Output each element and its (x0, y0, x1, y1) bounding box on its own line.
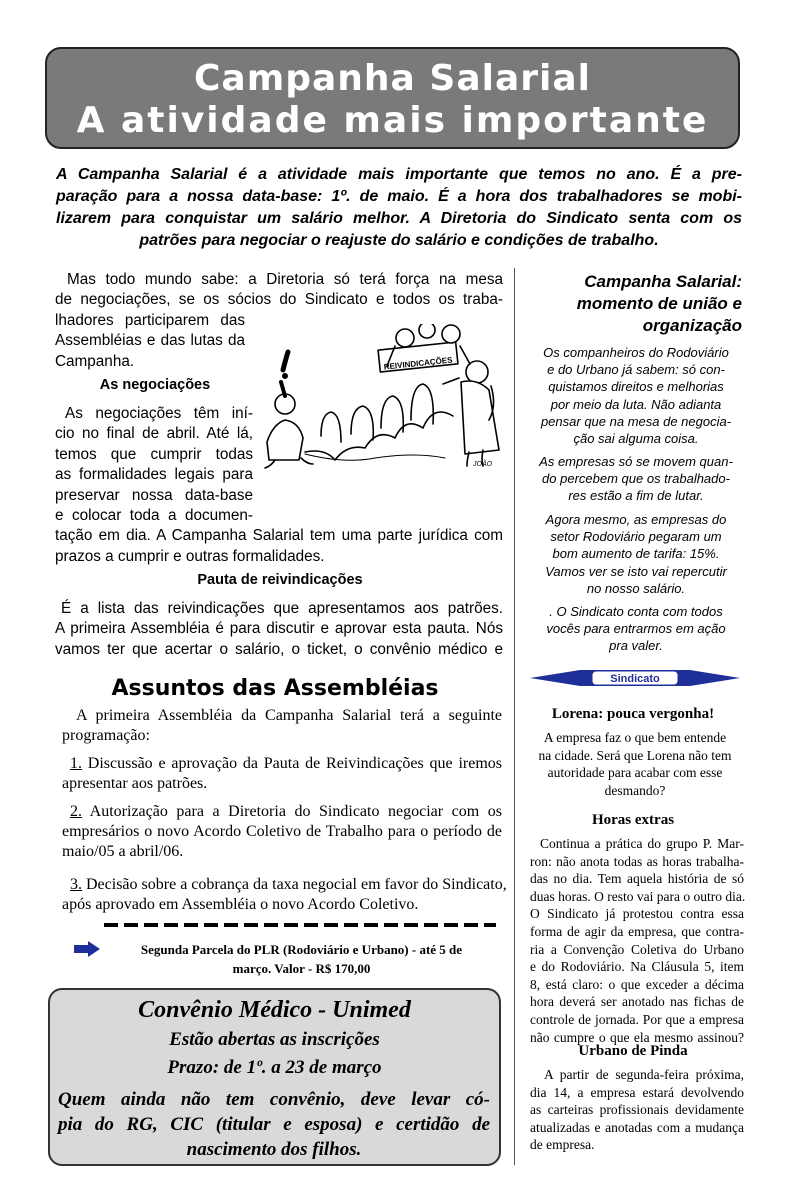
assuntos-title: Assuntos das Assembléias (111, 676, 439, 701)
assuntos-item-3 (62, 875, 507, 915)
intro-line: patrões para negociar o reajuste do salário e condições de trabalho. (139, 232, 659, 249)
text-line: bom aumento de tarifa: 15%. (552, 546, 720, 562)
text-line: ria a Convenção Coletiva do Urbano (530, 941, 744, 957)
text-line: O Sindicato já protestou contra essa (530, 906, 744, 922)
text-line: hora deverá ser anotado nas fichas de (530, 994, 744, 1010)
column-divider (514, 268, 515, 1165)
text-line: pensar que na mesa de negocia- (540, 413, 732, 429)
cartoon-signature: JOÃO (473, 461, 493, 468)
heading-negociacoes: As negociações (99, 377, 211, 393)
text-line: vamos ter que acertar o salário, o ticket, o convênio médico e (55, 640, 503, 658)
convenio-instructions (58, 1087, 490, 1162)
arrow-right-icon (74, 941, 100, 957)
convenio-title: Convênio Médico - Unimed (138, 997, 411, 1023)
item-number: 1. (70, 755, 82, 772)
text-line: de empresa. (530, 1137, 595, 1153)
text-line: quistamos direitos e melhorias (548, 379, 724, 395)
text-line: as formalidades legais para (55, 466, 253, 484)
convenio-line: Estão abertas as inscrições (169, 1029, 380, 1050)
text-line: na cidade. Será que Lorena não tem (538, 747, 732, 763)
dashed-divider (104, 921, 496, 929)
left-paragraph-3 (55, 599, 503, 660)
text-line: Decisão sobre a cobrança da taxa negocial em favor do Sindicato, (82, 876, 507, 893)
text-line: atualizadas e anotadas com a mudança (530, 1119, 744, 1135)
text-line: temos que cumprir todas (55, 445, 253, 463)
text-line: desmando? (604, 782, 666, 798)
right-paragraph-1 (526, 344, 746, 447)
right-heading-line: momento de união e (576, 294, 742, 313)
text-line: lhadores participarem das (55, 311, 245, 329)
text-line: dia 14, a empresa estará devolvendo (530, 1084, 744, 1100)
text-line: tação em dia. A Campanha Salarial tem uma parte jurídica com (55, 527, 503, 545)
text-line: das no dia. Tem aquela história de só (530, 871, 744, 887)
intro-line: A Campanha Salarial é a atividade mais importante que temos no ano. É a pre- (56, 166, 742, 183)
text-line: Discussão e aprovação da Pauta de Reivindicações que iremos (82, 755, 502, 772)
item-number: 3. (70, 876, 82, 893)
text-line: após aprovado em Assembléia o novo Acordo Coletivo. (62, 896, 419, 913)
text-line: A primeira Assembléia é para discutir e aprovar esta pauta. Nós (55, 620, 503, 638)
cartoon-illustration (255, 324, 505, 472)
text-line: Segunda Parcela do PLR (Rodoviário e Urbano) - até 5 de (140, 942, 463, 957)
text-line: do percebem que os trabalhado- (542, 471, 730, 487)
intro-line: paração para a nossa data-base: 1º. de maio. É a hora dos trabalhadores se mobi- (56, 188, 742, 205)
title-line-1: Campanha Salarial (194, 58, 591, 99)
heading-pauta: Pauta de reivindicações (197, 572, 363, 588)
right-heading-line: Campanha Salarial: (584, 272, 742, 291)
text-line: no nosso salário. (586, 580, 686, 596)
right-paragraph-3 (526, 511, 746, 597)
text-line: É a lista das reivindicações que apresentamos aos patrões. (61, 600, 503, 617)
sindicato-logo (530, 664, 740, 692)
text-line: não cumpre o que ela mesmo assinou? (530, 1029, 744, 1045)
text-line: Assembléias e das lutas da (55, 332, 245, 350)
text-line: ron: não anota todas as horas trabalha- (530, 853, 744, 869)
intro-line: lizarem para conquistar um salário melhor. A Diretoria do Sindicato senta com os (56, 210, 742, 227)
text-line: programação: (62, 727, 150, 744)
text-line: Continua a prática do grupo P. Mar- (540, 836, 744, 851)
text-line: forma de agir da empresa, que contra- (530, 923, 744, 939)
text-line: Vamos ver se isto vai repercutir (545, 563, 727, 579)
heading-urbano-pinda: Urbano de Pinda (578, 1043, 688, 1059)
text-line: res estão a fim de lutar. (568, 488, 704, 504)
text-line: As negociações têm iní- (65, 405, 253, 422)
text-line: vocês para entrarmos em ação (546, 621, 726, 637)
text-line: autoridade para acabar com esse (547, 765, 723, 781)
text-line: . O Sindicato conta com todos (549, 604, 723, 619)
text-line: A primeira Assembléia da Campanha Salarial terá a seguinte (76, 707, 502, 724)
text-line: preservar nossa data-base (55, 486, 253, 504)
right-heading-line: organização (642, 316, 742, 335)
convenio-line: Prazo: de 1º. a 23 de março (167, 1057, 382, 1078)
sindicato-logo-text: Sindicato (610, 673, 660, 685)
text-line: apresentar aos patrões. (62, 775, 208, 792)
text-line: e do Urbano já sabem: só con- (547, 362, 725, 378)
assuntos-intro (62, 706, 502, 746)
text-line: de negociações, se os sócios do Sindicato e todos os traba- (55, 291, 503, 309)
text-line: nascimento dos filhos. (186, 1139, 362, 1160)
text-line: março. Valor - R$ 170,00 (232, 961, 371, 976)
horas-paragraph (530, 835, 744, 1046)
text-line: controle de jornada. Por que a empresa (530, 1011, 744, 1027)
text-line: Autorização para a Diretoria do Sindicato negociar com os (82, 803, 502, 820)
text-line: pra valer. (609, 638, 663, 654)
text-line: as carteiras profissionais devidamente (530, 1102, 744, 1118)
assuntos-item-1 (62, 754, 502, 794)
text-line: Quem ainda não tem convênio, deve levar có- (58, 1089, 490, 1110)
intro-paragraph (56, 164, 742, 252)
heading-horas-extras: Horas extras (591, 812, 675, 828)
cartoon-sign-label: REIVINDICAÇÕES (383, 355, 453, 372)
text-line: ção sai alguma coisa. (573, 431, 699, 447)
title-banner (45, 47, 740, 149)
heading-lorena: Lorena: pouca vergonha! (551, 706, 715, 722)
plr-notice (104, 940, 499, 978)
text-line: prazos a cumprir e outras formalidades. (55, 547, 325, 565)
urbano-paragraph (530, 1066, 744, 1154)
text-line: duas horas. O resto vai para o outro dia. (530, 888, 746, 904)
text-line: Campanha. (55, 352, 135, 370)
right-paragraph-4 (526, 603, 746, 655)
assuntos-item-2 (62, 802, 502, 862)
text-line: por meio da luta. Não adianta (550, 396, 722, 412)
text-line: As empresas só se movem quan- (539, 454, 733, 469)
text-line: 8, está claro: o que exceder a décima (530, 976, 744, 992)
text-line: e do Rodoviário. Na Cláusula 5, item (530, 959, 744, 975)
text-line: e colocar toda a documen- (55, 507, 253, 525)
title-line-2: A atividade mais importante (76, 100, 709, 141)
text-line: Os companheiros do Rodoviário (543, 345, 729, 360)
text-line: pia do RG, CIC (titular e esposa) e certidão de (58, 1114, 490, 1135)
lorena-paragraph (522, 729, 748, 799)
convenio-box (48, 988, 501, 1166)
text-line: empresários o novo Acordo Coletivo de Trabalho para o período de (62, 823, 502, 840)
text-line: cio no final de abril. Até lá, (55, 425, 253, 443)
item-number: 2. (70, 803, 82, 820)
text-line: A empresa faz o que bem entende (543, 730, 727, 745)
right-heading (520, 271, 742, 337)
right-paragraph-2 (526, 453, 746, 505)
text-line: A partir de segunda-feira próxima, (544, 1067, 744, 1082)
text-line: Mas todo mundo sabe: a Diretoria só terá força na mesa (67, 271, 503, 288)
text-line: setor Rodoviário pegaram um (550, 529, 722, 545)
text-line: Agora mesmo, as empresas do (545, 512, 727, 527)
text-line: maio/05 a abril/06. (62, 843, 184, 860)
